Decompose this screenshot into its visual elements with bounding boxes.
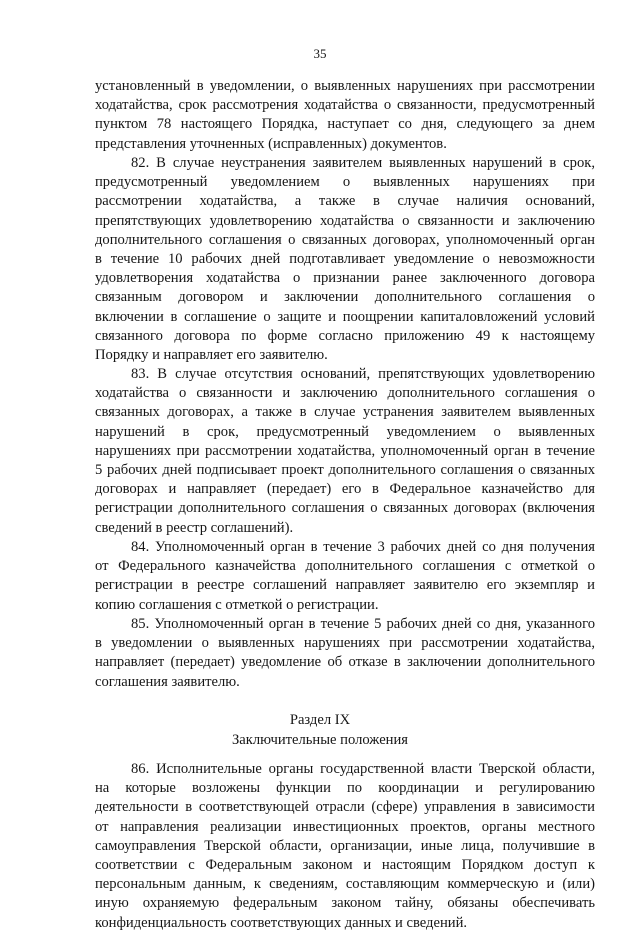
- page-number: 35: [313, 46, 327, 61]
- text-line: соглашения заявителю.: [95, 673, 240, 690]
- text-line: ходатайства, срок рассмотрения ходатайства о связанности, предусмотренный: [95, 97, 595, 114]
- paragraph-85: [95, 615, 595, 692]
- text-line: в течение 10 рабочих дней подготавливает уведомление о невозможности: [95, 250, 595, 267]
- text-line: договорах и направляет (передает) его в Федеральное казначейство для: [95, 481, 595, 498]
- section-title: Заключительные положения: [231, 732, 409, 748]
- text-line: деятельности в соответствующей отрасли (сфере) управления в зависимости: [95, 799, 595, 816]
- text-line: включении в соглашение о защите и поощрении капиталовложений условий: [95, 308, 595, 325]
- paragraph-83: [95, 365, 595, 538]
- text-line: 85. Уполномоченный орган в течение 5 рабочих дней со дня, указанного: [131, 616, 595, 632]
- text-line: 82. В случае неустранения заявителем выявленных нарушений в срок,: [131, 155, 595, 171]
- text-line: направляет (передает) уведомление об отказе в заключении дополнительного: [95, 654, 595, 671]
- text-line: регистрации в реестре соглашений направляет заявителю его экземпляр и: [95, 577, 595, 594]
- text-line: дополнительного соглашения о связанных договорах, уполномоченный орган: [95, 231, 595, 248]
- text-line: удовлетворения ходатайства о признании ранее заключенного договора: [95, 270, 595, 287]
- paragraph-86: [95, 760, 595, 933]
- text-line: связанным договором и заключении дополнительного соглашения о: [95, 289, 595, 306]
- text-line: от Федерального казначейства дополнительного соглашения с отметкой о: [95, 558, 595, 575]
- text-line: ходатайства о связанности и заключению дополнительного соглашения о: [95, 385, 595, 402]
- text-line: на которые возложены функции по координации и регулированию: [95, 780, 595, 797]
- text-line: связанного договора по форме согласно приложению 49 к настоящему: [95, 327, 595, 344]
- section-number: Раздел IX: [289, 712, 351, 728]
- text-line: персональным данным, к сведениям, составляющим коммерческую и (или): [95, 876, 595, 893]
- paragraph-82: [95, 154, 595, 365]
- text-line: Порядку и направляет его заявителю.: [95, 346, 328, 363]
- text-line: 5 рабочих дней подписывает проект дополнительного соглашения о связанных: [95, 461, 595, 478]
- text-line: копию соглашения с отметкой о регистрации.: [95, 596, 379, 613]
- text-line: пунктом 78 настоящего Порядка, наступает со дня, следующего за днем: [95, 116, 595, 133]
- paragraph-84: [95, 538, 595, 615]
- text-line: связанных договорах, а также в случае устранения заявителем выявленных: [95, 404, 595, 421]
- text-line: 84. Уполномоченный орган в течение 3 рабочих дней со дня получения: [131, 539, 595, 555]
- text-line: от направления реализации инвестиционных проектов, органы местного: [95, 818, 595, 835]
- text-line: нарушений в срок, предусмотренный уведомлением о выявленных: [95, 423, 595, 440]
- text-line: установленный в уведомлении, о выявленных нарушениях при рассмотрении: [95, 78, 595, 94]
- text-line: соответствии с Федеральным законом и настоящим Порядком доступ к: [95, 856, 595, 873]
- text-line: иную охраняемую федеральным законом тайну, обязаны обеспечивать: [95, 895, 595, 912]
- text-line: конфиденциальность соответствующих данных и сведений.: [95, 914, 468, 931]
- text-line: нарушениях при рассмотрении ходатайства, уполномоченный орган в течение: [95, 442, 595, 459]
- text-line: в уведомлении о выявленных нарушениях при рассмотрении ходатайства,: [95, 635, 595, 652]
- text-line: представления уточненных (исправленных) документов.: [95, 135, 447, 152]
- text-line: 86. Исполнительные органы государственной власти Тверской области,: [131, 761, 595, 777]
- text-line: 83. В случае отсутствия оснований, препятствующих удовлетворению: [131, 366, 595, 382]
- text-line: препятствующих удовлетворению ходатайства о связанности и заключению: [95, 212, 595, 229]
- text-line: предусмотренный уведомлением о выявленных нарушениях при: [95, 174, 595, 191]
- text-line: сведений в реестр соглашений).: [95, 519, 294, 536]
- text-line: рассмотрении ходатайства, а также в случае наличия оснований,: [95, 193, 595, 210]
- text-line: самоуправления Тверской области, организации, иные лица, получившие в: [95, 837, 595, 854]
- text-line: регистрации дополнительного соглашения о связанных договорах (включения: [95, 500, 595, 517]
- paragraph-continuation: [95, 77, 595, 154]
